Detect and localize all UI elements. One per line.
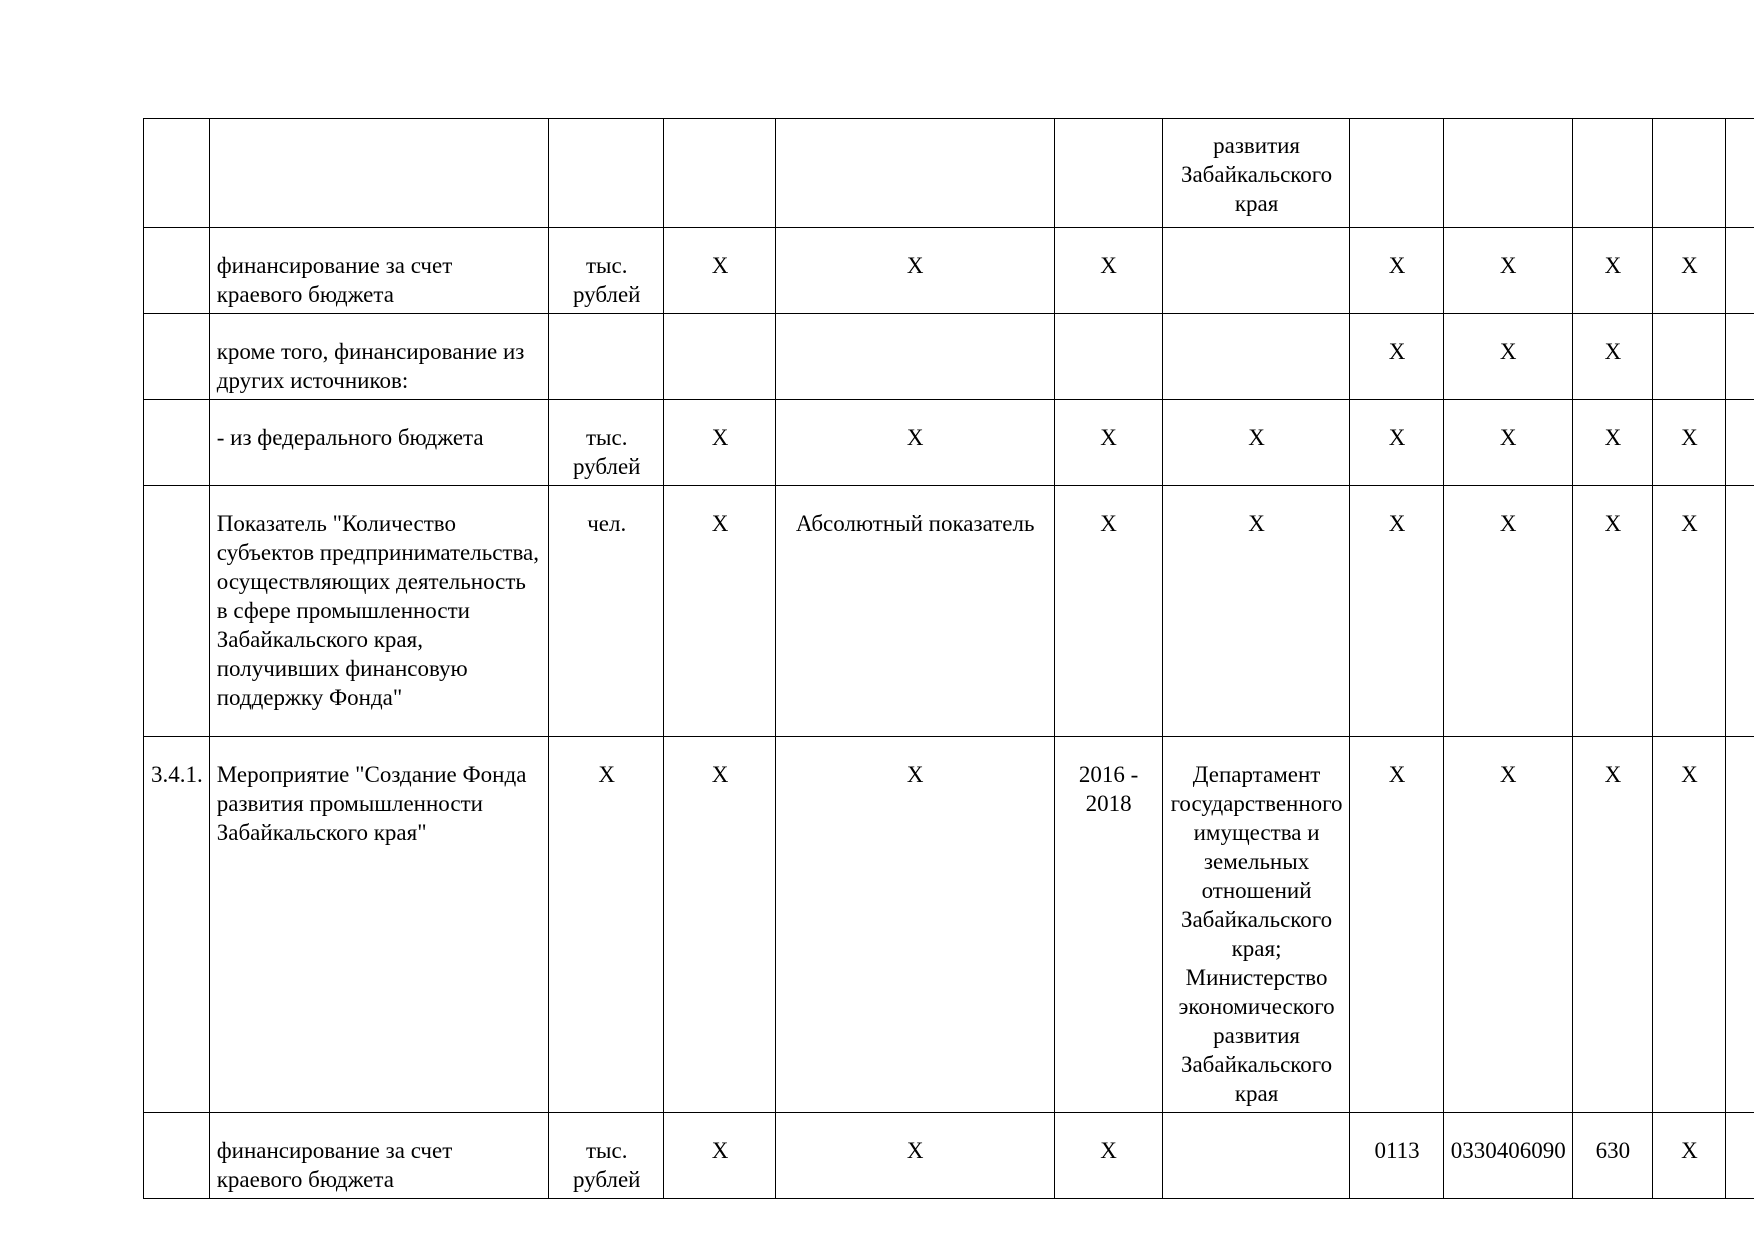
name-cell bbox=[209, 119, 548, 228]
column-10-cell: Х bbox=[1572, 314, 1652, 400]
column-4-cell: Х bbox=[664, 400, 775, 486]
executor-cell bbox=[1162, 228, 1350, 314]
table-row bbox=[144, 400, 1754, 486]
executor-cell bbox=[1162, 1113, 1350, 1199]
row-number-cell bbox=[144, 228, 210, 314]
column-12-cell bbox=[1725, 400, 1754, 486]
column-9-cell: Х bbox=[1443, 486, 1572, 737]
name-cell: - из федерального бюджета bbox=[209, 400, 548, 486]
row-number-cell bbox=[144, 119, 210, 228]
period-cell: 2016 - 2018 bbox=[1054, 737, 1162, 1113]
column-8-cell: Х bbox=[1350, 400, 1443, 486]
column-12-cell bbox=[1725, 737, 1754, 1113]
column-12-cell bbox=[1725, 228, 1754, 314]
column-11-cell: Х bbox=[1653, 486, 1726, 737]
column-12-cell bbox=[1725, 1113, 1754, 1199]
column-11-cell bbox=[1653, 119, 1726, 228]
unit-cell: тыс. рублей bbox=[549, 400, 664, 486]
program-activities-table bbox=[143, 118, 1754, 1199]
name-cell: Мероприятие "Создание Фонда развития промышленности Забайкальского края" bbox=[209, 737, 548, 1113]
column-10-cell: Х bbox=[1572, 737, 1652, 1113]
table-row bbox=[144, 737, 1754, 1113]
column-8-cell: Х bbox=[1350, 486, 1443, 737]
table-row bbox=[144, 1113, 1754, 1199]
column-5-cell: Х bbox=[775, 737, 1054, 1113]
column-11-cell: Х bbox=[1653, 737, 1726, 1113]
unit-cell bbox=[549, 314, 664, 400]
name-cell: кроме того, финансирование из других источников: bbox=[209, 314, 548, 400]
column-11-cell: Х bbox=[1653, 400, 1726, 486]
column-5-cell: Абсолютный показатель bbox=[775, 486, 1054, 737]
column-9-cell: Х bbox=[1443, 737, 1572, 1113]
column-10-cell: Х bbox=[1572, 486, 1652, 737]
column-9-cell: 0330406090 bbox=[1443, 1113, 1572, 1199]
row-number-cell bbox=[144, 1113, 210, 1199]
column-12-cell bbox=[1725, 314, 1754, 400]
name-cell: Показатель "Количество субъектов предпринимательства, осуществляющих деятельность в сфере промышленности Забайкальского края, получивших финансовую поддержку Фонда" bbox=[209, 486, 548, 737]
executor-cell: Х bbox=[1162, 400, 1350, 486]
executor-cell: Х bbox=[1162, 486, 1350, 737]
executor-cell: развития Забайкальского края bbox=[1162, 119, 1350, 228]
unit-cell: тыс. рублей bbox=[549, 228, 664, 314]
column-4-cell bbox=[664, 119, 775, 228]
row-number-cell bbox=[144, 314, 210, 400]
column-9-cell: Х bbox=[1443, 228, 1572, 314]
column-9-cell bbox=[1443, 119, 1572, 228]
period-cell: Х bbox=[1054, 1113, 1162, 1199]
column-5-cell bbox=[775, 119, 1054, 228]
table-row bbox=[144, 119, 1754, 228]
column-9-cell: Х bbox=[1443, 314, 1572, 400]
column-5-cell: Х bbox=[775, 400, 1054, 486]
column-9-cell: Х bbox=[1443, 400, 1572, 486]
executor-cell: Департамент государственного имущества и земельных отношений Забайкальского края; Министерство экономического развития Забайкальского края bbox=[1162, 737, 1350, 1113]
table-row bbox=[144, 486, 1754, 737]
row-number-cell bbox=[144, 400, 210, 486]
column-12-cell bbox=[1725, 486, 1754, 737]
unit-cell bbox=[549, 119, 664, 228]
column-8-cell bbox=[1350, 119, 1443, 228]
column-4-cell: Х bbox=[664, 737, 775, 1113]
column-11-cell bbox=[1653, 314, 1726, 400]
column-10-cell: Х bbox=[1572, 228, 1652, 314]
period-cell bbox=[1054, 314, 1162, 400]
column-8-cell: Х bbox=[1350, 228, 1443, 314]
name-cell: финансирование за счет краевого бюджета bbox=[209, 1113, 548, 1199]
name-cell: финансирование за счет краевого бюджета bbox=[209, 228, 548, 314]
unit-cell: чел. bbox=[549, 486, 664, 737]
executor-cell bbox=[1162, 314, 1350, 400]
column-5-cell: Х bbox=[775, 1113, 1054, 1199]
column-8-cell: Х bbox=[1350, 314, 1443, 400]
table-row bbox=[144, 314, 1754, 400]
row-number-cell bbox=[144, 486, 210, 737]
unit-cell: Х bbox=[549, 737, 664, 1113]
column-4-cell: Х bbox=[664, 1113, 775, 1199]
column-4-cell: Х bbox=[664, 228, 775, 314]
unit-cell: тыс. рублей bbox=[549, 1113, 664, 1199]
column-10-cell: Х bbox=[1572, 400, 1652, 486]
table-row bbox=[144, 228, 1754, 314]
period-cell bbox=[1054, 119, 1162, 228]
column-12-cell bbox=[1725, 119, 1754, 228]
row-number-cell: 3.4.1. bbox=[144, 737, 210, 1113]
column-8-cell: Х bbox=[1350, 737, 1443, 1113]
column-10-cell: 630 bbox=[1572, 1113, 1652, 1199]
column-4-cell bbox=[664, 314, 775, 400]
period-cell: Х bbox=[1054, 228, 1162, 314]
column-8-cell: 0113 bbox=[1350, 1113, 1443, 1199]
period-cell: Х bbox=[1054, 486, 1162, 737]
column-5-cell bbox=[775, 314, 1054, 400]
column-10-cell bbox=[1572, 119, 1652, 228]
column-11-cell: Х bbox=[1653, 1113, 1726, 1199]
column-4-cell: Х bbox=[664, 486, 775, 737]
column-5-cell: Х bbox=[775, 228, 1054, 314]
column-11-cell: Х bbox=[1653, 228, 1726, 314]
period-cell: Х bbox=[1054, 400, 1162, 486]
